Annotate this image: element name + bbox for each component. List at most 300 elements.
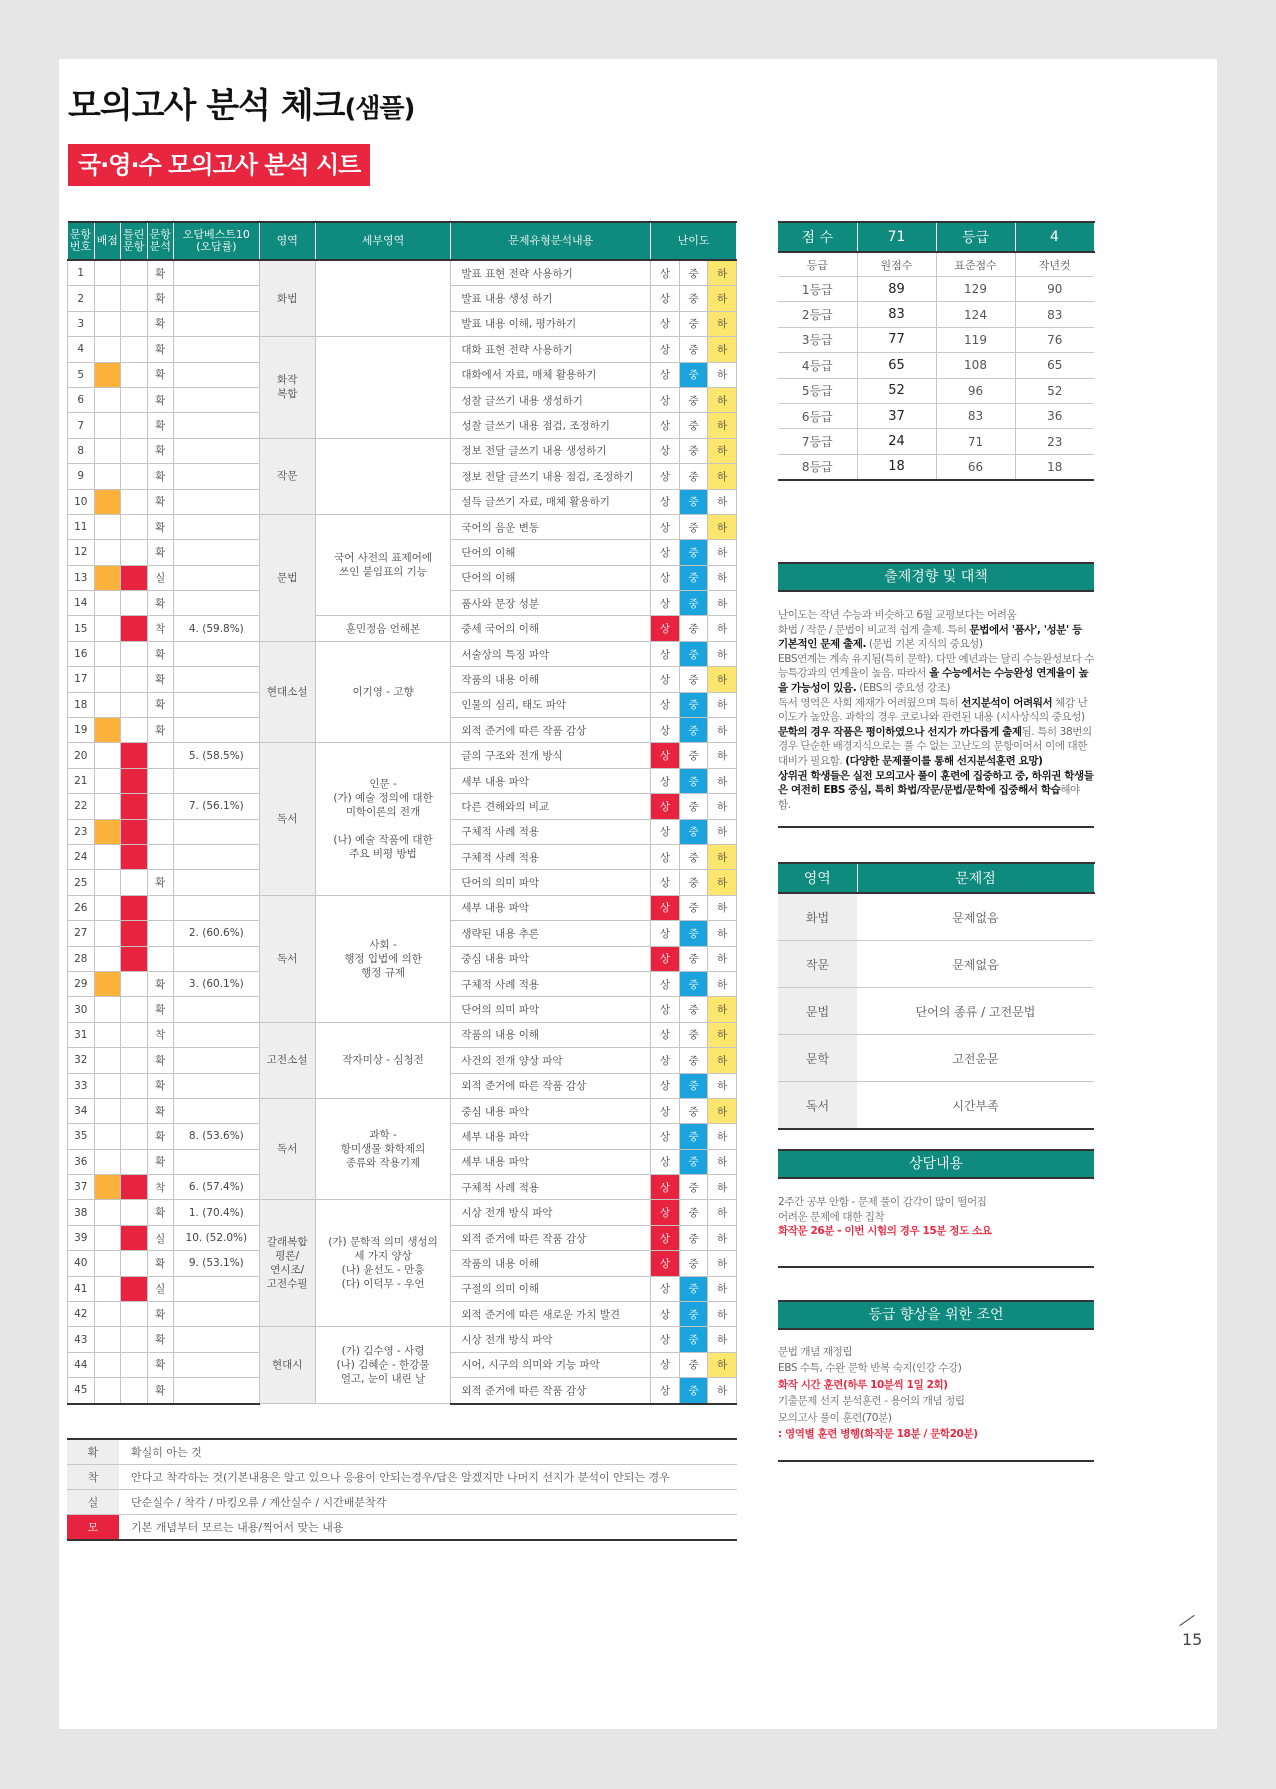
question-type: 품사와 문장 성분 [451,591,651,616]
advice-line: EBS 수특, 수완 문학 반복 숙지(인강 수강) [778,1362,962,1375]
difficulty-high: 상 [651,870,680,895]
difficulty-low: 하 [708,1149,737,1174]
points-cell [94,946,121,971]
difficulty-mid: 중 [679,1327,708,1352]
difficulty-high: 상 [651,464,680,489]
difficulty-low: 하 [708,844,737,869]
difficulty-mid: 중 [679,1225,708,1250]
counsel-line: 화작문 26분 - 이번 시험의 경우 15분 정도 소요 [778,1225,992,1238]
advice-line: 기출문제 선지 분석훈련 - 용어의 개념 정립 [778,1395,965,1408]
question-number: 7 [68,413,95,438]
points-cell [94,794,121,819]
analysis-mark: 확 [147,489,174,514]
question-type: 발표 내용 이해, 평가하기 [451,311,651,336]
best10-cell [174,1302,260,1327]
subarea-cell: 과학 - 항미생물 화학제의 종류와 작용기제 [315,1098,451,1200]
question-number: 14 [68,591,95,616]
difficulty-mid: 중 [679,1378,708,1404]
col-header-difficulty: 난이도 [651,222,737,260]
wrong-cell [121,1352,148,1377]
legend-row [67,1465,737,1490]
points-cell [94,489,121,514]
question-type: 구체적 사례 적용 [451,971,651,996]
question-number: 29 [68,971,95,996]
difficulty-low: 하 [708,870,737,895]
analysis-mark [147,794,174,819]
question-number: 34 [68,1098,95,1123]
question-type: 인물의 심리, 태도 파악 [451,692,651,717]
wrong-cell [121,692,148,717]
grade-name: 1등급 [778,277,857,302]
difficulty-high: 상 [651,1225,680,1250]
best10-cell [174,1048,260,1073]
difficulty-mid: 중 [679,616,708,641]
difficulty-low: 하 [708,1352,737,1377]
question-type: 정보 전달 글쓰기 내용 생성하기 [451,438,651,463]
counsel-line: 2주간 공부 안함 - 문제 풀이 감각이 많이 떨어짐 [778,1196,987,1208]
difficulty-high: 상 [651,819,680,844]
advice-line: : 영역별 훈련 병행(화작문 18분 / 문학20분) [778,1428,978,1441]
best10-cell [174,362,260,387]
question-type: 구체적 사례 적용 [451,844,651,869]
analysis-mark: 확 [147,260,174,286]
area-cell: 독서 [259,743,315,895]
legend-description: 기본 개념부터 모르는 내용/찍어서 맞는 내용 [119,1515,737,1541]
analysis-mark: 확 [147,1124,174,1149]
trend-line: 상위권 학생들은 실전 모의고사 풀이 훈련에 집중하고 중, 하위권 학생들은 여전히 EBS 중심, 특히 화법/작문/문법/문학에 집중해서 학습해야 함. [778,769,1094,811]
question-type: 외적 준거에 따른 작품 감상 [451,718,651,743]
subarea-cell [315,260,451,337]
legend-key: 실 [67,1490,119,1515]
legend-row [67,1439,737,1465]
difficulty-low: 하 [708,1022,737,1047]
advice-divider [778,1460,1094,1462]
analysis-mark: 확 [147,1352,174,1377]
area-cell: 갈래복합 평론/ 연시조/ 고전수필 [259,1200,315,1327]
analysis-mark [147,946,174,971]
score-subheader-lastyear: 작년컷 [1015,252,1094,277]
difficulty-low: 하 [708,387,737,412]
issue-problem: 문제없음 [857,893,1094,941]
question-type: 시어, 시구의 의미와 기능 파악 [451,1352,651,1377]
grade-row [778,403,1094,428]
difficulty-high: 상 [651,1073,680,1098]
analysis-mark: 확 [147,311,174,336]
standard-score: 96 [936,378,1015,403]
difficulty-high: 상 [651,641,680,666]
difficulty-mid: 중 [679,514,708,539]
best10-cell [174,311,260,336]
difficulty-low: 하 [708,794,737,819]
trend-divider [778,826,1094,828]
question-type: 세부 내용 파악 [451,1149,651,1174]
analysis-mark: 실 [147,565,174,590]
analysis-mark: 착 [147,1022,174,1047]
grade-label: 등급 [936,222,1015,252]
difficulty-high: 상 [651,718,680,743]
difficulty-low: 하 [708,1225,737,1250]
question-type: 국어의 음운 변동 [451,514,651,539]
points-cell [94,540,121,565]
wrong-cell [121,1327,148,1352]
last-year-cut: 18 [1015,454,1094,480]
raw-score: 37 [857,403,936,428]
difficulty-mid: 중 [679,1352,708,1377]
page-number: 15 [1182,1630,1203,1649]
issue-area: 문학 [778,1035,857,1082]
issue-row [778,1082,1094,1130]
analysis-mark: 확 [147,591,174,616]
trend-line: 독서 영역은 사회 제재가 어려웠으며 특히 선지분석이 어려워서 체감 난이도가 높았음. 과학의 경우 코로나와 관련된 내용 (시사상식의 중요성) [778,696,1088,724]
trend-body [778,608,1094,812]
difficulty-low: 하 [708,819,737,844]
question-type: 중심 내용 파악 [451,946,651,971]
difficulty-low: 하 [708,1124,737,1149]
area-cell: 화작 복합 [259,337,315,439]
difficulty-low: 하 [708,616,737,641]
question-number: 42 [68,1302,95,1327]
subarea-cell: 훈민정음 언해본 [315,616,451,641]
difficulty-low: 하 [708,260,737,286]
legend-key: 착 [67,1465,119,1490]
col-header-points: 배점 [94,222,121,260]
best10-cell [174,946,260,971]
question-type: 외적 준거에 따른 작품 감상 [451,1073,651,1098]
difficulty-mid: 중 [679,1149,708,1174]
wrong-cell [121,1378,148,1404]
difficulty-mid: 중 [679,540,708,565]
difficulty-mid: 중 [679,870,708,895]
difficulty-high: 상 [651,387,680,412]
wrong-cell [121,514,148,539]
points-cell [94,997,121,1022]
points-cell [94,337,121,362]
points-cell [94,1378,121,1404]
question-type: 중세 국어의 이해 [451,616,651,641]
difficulty-low: 하 [708,1302,737,1327]
analysis-mark: 확 [147,1073,174,1098]
area-cell: 문법 [259,514,315,641]
difficulty-high: 상 [651,844,680,869]
best10-cell [174,565,260,590]
issue-row [778,941,1094,988]
difficulty-mid: 중 [679,1276,708,1301]
question-number: 28 [68,946,95,971]
score-value: 71 [857,222,936,252]
difficulty-high: 상 [651,565,680,590]
difficulty-mid: 중 [679,311,708,336]
analysis-mark: 확 [147,514,174,539]
question-type: 단어의 의미 파악 [451,870,651,895]
difficulty-low: 하 [708,641,737,666]
subarea-cell: (가) 김수영 - 사령 (나) 김혜순 - 한강물 얼고, 눈이 내린 날 [315,1327,451,1404]
legend-description: 확실히 아는 것 [119,1439,737,1465]
difficulty-low: 하 [708,413,737,438]
score-subheader-grade: 등급 [778,252,857,277]
wrong-cell [121,565,148,590]
difficulty-mid: 중 [679,692,708,717]
trend-line: 문학의 경우 작품은 평이하였으나 선지가 까다롭게 출제됨. 특히 38번의 경우 단순한 배경지식으로는 풀 수 없는 고난도의 문항이어서 이에 대한 대비가 필요함. (다양한 문제풀이를 통해 선지분석훈련 요망) [778,725,1092,767]
difficulty-high: 상 [651,1098,680,1123]
wrong-cell [121,337,148,362]
question-number: 45 [68,1378,95,1404]
question-number: 33 [68,1073,95,1098]
question-number: 20 [68,743,95,768]
best10-cell [174,591,260,616]
points-cell [94,1352,121,1377]
difficulty-low: 하 [708,489,737,514]
area-cell: 독서 [259,1098,315,1200]
subarea-cell: 국어 사전의 표제어에 쓰인 붙임표의 기능 [315,514,451,616]
analysis-mark: 확 [147,1302,174,1327]
issue-problem: 고전운문 [857,1035,1094,1082]
question-row [68,641,737,666]
analysis-mark: 확 [147,387,174,412]
issue-problem: 단어의 종류 / 고전문법 [857,988,1094,1035]
best10-cell [174,667,260,692]
points-cell [94,1073,121,1098]
analysis-mark: 확 [147,1327,174,1352]
best10-cell: 4. (59.8%) [174,616,260,641]
wrong-cell [121,921,148,946]
grade-row [778,429,1094,454]
difficulty-high: 상 [651,895,680,920]
question-number: 21 [68,768,95,793]
trend-line: EBS연계는 계속 유지됨(특히 문학). 다만 예년과는 달리 수능완성보다 수능특강과의 연계율이 높음. 따라서 올 수능에서는 수능완성 연계율이 높을 가능성이 있음. (EBS의 중요성 강조) [778,652,1095,694]
analysis-mark [147,819,174,844]
best10-cell [174,1327,260,1352]
difficulty-low: 하 [708,591,737,616]
question-number: 35 [68,1124,95,1149]
best10-cell [174,641,260,666]
last-year-cut: 52 [1015,378,1094,403]
best10-cell [174,1098,260,1123]
difficulty-high: 상 [651,768,680,793]
col-header-question-type: 문제유형분석내용 [451,222,651,260]
best10-cell [174,387,260,412]
wrong-cell [121,870,148,895]
difficulty-mid: 중 [679,1098,708,1123]
wrong-cell [121,768,148,793]
difficulty-high: 상 [651,997,680,1022]
difficulty-high: 상 [651,921,680,946]
subarea-cell: 사회 - 행정 입법에 의한 행정 규제 [315,895,451,1022]
legend-key: 모 [67,1515,119,1541]
wrong-cell [121,1149,148,1174]
difficulty-high: 상 [651,794,680,819]
trend-line: 화법 / 작문 / 문법이 비교적 쉽게 출제. 특히 문법에서 '품사', '성분' 등 기본적인 문제 출제. (문법 기본 지식의 중요성) [778,623,1082,651]
difficulty-high: 상 [651,260,680,286]
points-cell [94,971,121,996]
raw-score: 83 [857,302,936,327]
analysis-mark [147,743,174,768]
best10-cell [174,997,260,1022]
question-number: 44 [68,1352,95,1377]
question-type: 성찰 글쓰기 내용 점검, 조정하기 [451,413,651,438]
best10-cell [174,1073,260,1098]
question-type: 사건의 전개 양상 파악 [451,1048,651,1073]
subarea-cell: (가) 문학적 의미 생성의 세 가지 양상 (나) 윤선도 - 만흥 (다) 이덕무 - 우언 [315,1200,451,1327]
standard-score: 71 [936,429,1015,454]
difficulty-low: 하 [708,921,737,946]
difficulty-high: 상 [651,1048,680,1073]
grade-row [778,327,1094,352]
wrong-cell [121,1098,148,1123]
score-table [778,221,1095,481]
question-row [68,337,737,362]
area-cell: 화법 [259,260,315,337]
wrong-cell [121,387,148,412]
wrong-cell [121,1124,148,1149]
question-type: 성찰 글쓰기 내용 생성하기 [451,387,651,412]
points-cell [94,1251,121,1276]
question-type: 시상 전개 방식 파악 [451,1200,651,1225]
grade-row [778,302,1094,327]
last-year-cut: 65 [1015,353,1094,378]
question-number: 4 [68,337,95,362]
wrong-cell [121,844,148,869]
difficulty-low: 하 [708,1048,737,1073]
difficulty-high: 상 [651,514,680,539]
analysis-mark: 확 [147,1378,174,1404]
question-number: 41 [68,1276,95,1301]
col-header-analysis: 문항분석 [147,222,174,260]
points-cell [94,1200,121,1225]
legend-description: 안다고 착각하는 것(기본내용은 알고 있으나 응용이 안되는경우/답은 알겠지만 나머지 선지가 분석이 안되는 경우 [119,1465,737,1490]
difficulty-mid: 중 [679,1124,708,1149]
analysis-mark: 확 [147,718,174,743]
difficulty-mid: 중 [679,946,708,971]
best10-cell: 10. (52.0%) [174,1225,260,1250]
analysis-mark [147,921,174,946]
points-cell [94,413,121,438]
question-type: 중심 내용 파악 [451,1098,651,1123]
difficulty-mid: 중 [679,768,708,793]
wrong-cell [121,311,148,336]
question-type: 발표 표현 전략 사용하기 [451,260,651,286]
question-number: 23 [68,819,95,844]
standard-score: 83 [936,403,1015,428]
points-cell [94,616,121,641]
wrong-cell [121,540,148,565]
question-type: 생략된 내용 추론 [451,921,651,946]
issue-row [778,988,1094,1035]
analysis-mark: 확 [147,1149,174,1174]
difficulty-mid: 중 [679,641,708,666]
question-type: 구절의 의미 이해 [451,1276,651,1301]
difficulty-mid: 중 [679,971,708,996]
question-number: 36 [68,1149,95,1174]
analysis-table [67,221,737,1405]
difficulty-mid: 중 [679,286,708,311]
analysis-mark: 확 [147,540,174,565]
question-number: 32 [68,1048,95,1073]
analysis-mark [147,844,174,869]
wrong-cell [121,438,148,463]
points-cell [94,1225,121,1250]
points-cell [94,844,121,869]
wrong-cell [121,616,148,641]
best10-cell [174,1378,260,1404]
best10-cell [174,337,260,362]
wrong-cell [121,1073,148,1098]
difficulty-low: 하 [708,337,737,362]
best10-cell [174,260,260,286]
points-cell [94,1149,121,1174]
question-number: 26 [68,895,95,920]
trend-heading: 출제경향 및 대책 [778,562,1094,592]
difficulty-low: 하 [708,997,737,1022]
difficulty-high: 상 [651,1149,680,1174]
difficulty-high: 상 [651,540,680,565]
advice-line: 문법 개념 재정립 [778,1346,853,1358]
difficulty-high: 상 [651,286,680,311]
difficulty-high: 상 [651,971,680,996]
wrong-cell [121,997,148,1022]
issue-problem: 시간부족 [857,1082,1094,1130]
difficulty-mid: 중 [679,565,708,590]
difficulty-high: 상 [651,667,680,692]
difficulty-low: 하 [708,1251,737,1276]
difficulty-mid: 중 [679,1251,708,1276]
wrong-cell [121,971,148,996]
difficulty-low: 하 [708,667,737,692]
difficulty-high: 상 [651,743,680,768]
wrong-cell [121,794,148,819]
grade-row [778,378,1094,403]
question-number: 37 [68,1175,95,1200]
question-row [68,743,737,768]
difficulty-low: 하 [708,1378,737,1404]
question-number: 9 [68,464,95,489]
question-number: 13 [68,565,95,590]
analysis-mark: 착 [147,616,174,641]
points-cell [94,1098,121,1123]
question-type: 단어의 이해 [451,565,651,590]
difficulty-low: 하 [708,286,737,311]
best10-cell [174,1352,260,1377]
best10-cell [174,438,260,463]
area-cell: 고전소설 [259,1022,315,1098]
question-number: 6 [68,387,95,412]
col-header-best10: 오답베스트10 (오답률) [174,222,260,260]
standard-score: 119 [936,327,1015,352]
points-cell [94,641,121,666]
difficulty-high: 상 [651,946,680,971]
analysis-mark [147,895,174,920]
difficulty-mid: 중 [679,1022,708,1047]
difficulty-high: 상 [651,1378,680,1404]
difficulty-high: 상 [651,362,680,387]
difficulty-high: 상 [651,413,680,438]
points-cell [94,1124,121,1149]
difficulty-low: 하 [708,1200,737,1225]
area-cell: 독서 [259,895,315,1022]
difficulty-high: 상 [651,692,680,717]
best10-cell [174,895,260,920]
analysis-mark: 확 [147,413,174,438]
question-number: 40 [68,1251,95,1276]
best10-cell: 5. (58.5%) [174,743,260,768]
difficulty-mid: 중 [679,464,708,489]
question-number: 16 [68,641,95,666]
difficulty-low: 하 [708,311,737,336]
difficulty-high: 상 [651,311,680,336]
question-type: 시상 전개 방식 파악 [451,1327,651,1352]
analysis-mark: 실 [147,1225,174,1250]
question-row [68,1200,737,1225]
area-cell: 현대소설 [259,641,315,743]
